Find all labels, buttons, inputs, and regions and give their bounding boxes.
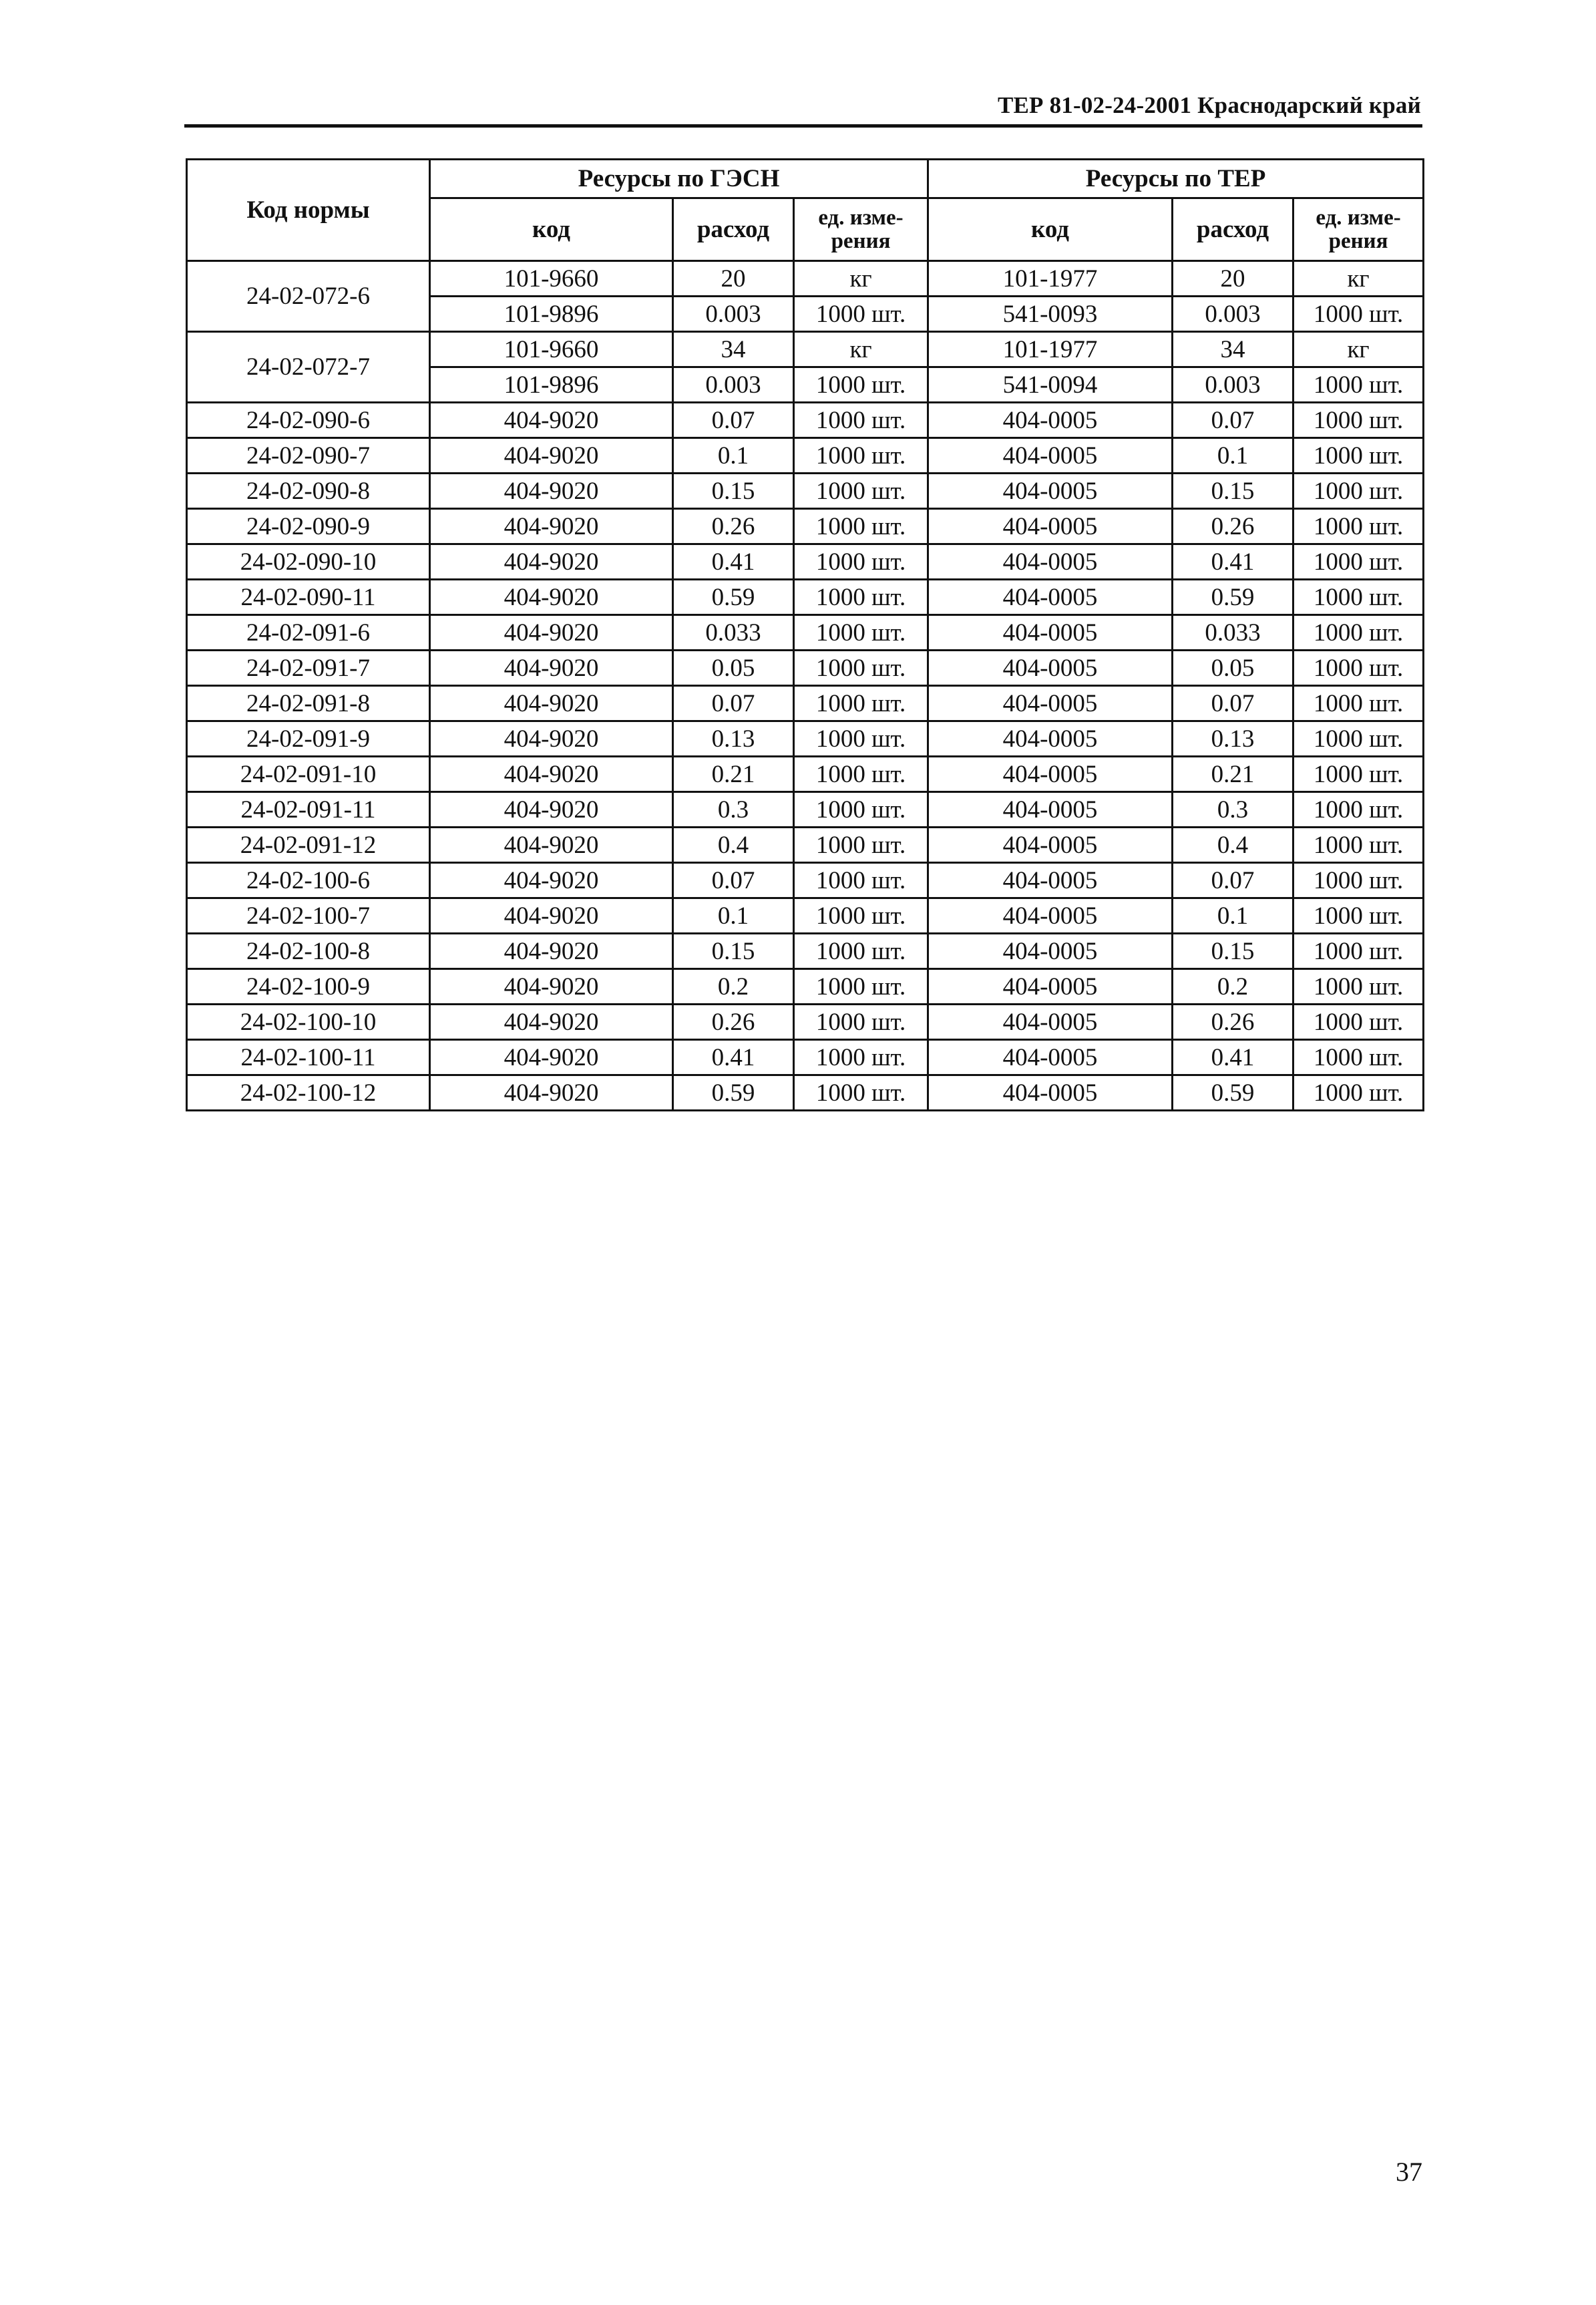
ter-unit-cell: 1000 шт. [1293, 792, 1424, 828]
gesn-unit-cell: 1000 шт. [794, 934, 928, 969]
gesn-code-cell: 404-9020 [430, 615, 673, 651]
ter-rate-cell: 0.59 [1173, 1075, 1293, 1111]
ter-unit-cell: кг [1293, 332, 1424, 367]
table-row [187, 934, 1424, 969]
ter-unit-cell: кг [1293, 261, 1424, 297]
table-row [187, 544, 1424, 580]
gesn-rate-cell: 0.26 [673, 509, 794, 544]
ter-rate-cell: 0.13 [1173, 721, 1293, 757]
gesn-code-cell: 404-9020 [430, 792, 673, 828]
gesn-rate-cell: 0.003 [673, 367, 794, 403]
gesn-unit-cell: 1000 шт. [794, 509, 928, 544]
ter-code-cell: 541-0093 [928, 297, 1173, 332]
ter-code-cell: 404-0005 [928, 1005, 1173, 1040]
gesn-rate-cell: 0.07 [673, 863, 794, 898]
gesn-unit-cell: 1000 шт. [794, 686, 928, 721]
gesn-unit-cell: 1000 шт. [794, 969, 928, 1005]
gesn-code-cell: 404-9020 [430, 509, 673, 544]
ter-rate-cell: 0.21 [1173, 757, 1293, 792]
table-row [187, 898, 1424, 934]
header-rule [184, 124, 1422, 128]
gesn-rate-cell: 34 [673, 332, 794, 367]
gesn-rate-cell: 0.59 [673, 1075, 794, 1111]
table-row [187, 509, 1424, 544]
ter-unit-cell: 1000 шт. [1293, 615, 1424, 651]
gesn-unit-cell: 1000 шт. [794, 757, 928, 792]
ter-code-cell: 404-0005 [928, 403, 1173, 438]
norm-code-cell: 24-02-090-11 [187, 580, 430, 615]
gesn-rate-cell: 20 [673, 261, 794, 297]
ter-rate-cell: 34 [1173, 332, 1293, 367]
table-row [187, 403, 1424, 438]
norm-code-cell: 24-02-100-9 [187, 969, 430, 1005]
ter-code-cell: 404-0005 [928, 686, 1173, 721]
ter-unit-cell: 1000 шт. [1293, 1075, 1424, 1111]
ter-code-cell: 404-0005 [928, 1040, 1173, 1075]
gesn-code-cell: 101-9660 [430, 261, 673, 297]
ter-code-cell: 404-0005 [928, 863, 1173, 898]
ter-code-cell: 404-0005 [928, 474, 1173, 509]
gesn-code-cell: 404-9020 [430, 934, 673, 969]
ter-code-cell: 404-0005 [928, 757, 1173, 792]
ter-code-cell: 404-0005 [928, 721, 1173, 757]
ter-code-cell: 404-0005 [928, 509, 1173, 544]
ter-code-cell: 404-0005 [928, 828, 1173, 863]
col-gesn-unit: ед. изме-рения [794, 198, 928, 261]
gesn-rate-cell: 0.13 [673, 721, 794, 757]
norm-code-cell: 24-02-072-7 [187, 332, 430, 403]
ter-rate-cell: 0.003 [1173, 297, 1293, 332]
gesn-code-cell: 404-9020 [430, 863, 673, 898]
ter-code-cell: 404-0005 [928, 898, 1173, 934]
gesn-unit-cell: 1000 шт. [794, 297, 928, 332]
gesn-code-cell: 404-9020 [430, 651, 673, 686]
gesn-code-cell: 404-9020 [430, 403, 673, 438]
ter-unit-cell: 1000 шт. [1293, 509, 1424, 544]
norm-code-cell: 24-02-091-11 [187, 792, 430, 828]
gesn-code-cell: 101-9896 [430, 297, 673, 332]
col-gesn-rate: расход [673, 198, 794, 261]
ter-unit-cell: 1000 шт. [1293, 438, 1424, 474]
table-row [187, 1075, 1424, 1111]
table-row [187, 1005, 1424, 1040]
ter-rate-cell: 0.1 [1173, 438, 1293, 474]
ter-rate-cell: 0.41 [1173, 544, 1293, 580]
norm-code-cell: 24-02-091-8 [187, 686, 430, 721]
col-ter-rate: расход [1173, 198, 1293, 261]
ter-code-cell: 404-0005 [928, 969, 1173, 1005]
ter-rate-cell: 0.3 [1173, 792, 1293, 828]
gesn-unit-cell: 1000 шт. [794, 474, 928, 509]
ter-code-cell: 404-0005 [928, 615, 1173, 651]
gesn-rate-cell: 0.15 [673, 934, 794, 969]
norm-code-cell: 24-02-090-6 [187, 403, 430, 438]
ter-unit-cell: 1000 шт. [1293, 297, 1424, 332]
col-ter-unit: ед. изме-рения [1293, 198, 1424, 261]
norm-code-cell: 24-02-090-10 [187, 544, 430, 580]
gesn-unit-cell: 1000 шт. [794, 651, 928, 686]
ter-rate-cell: 0.4 [1173, 828, 1293, 863]
ter-unit-cell: 1000 шт. [1293, 934, 1424, 969]
table-row [187, 828, 1424, 863]
norm-code-cell: 24-02-091-10 [187, 757, 430, 792]
gesn-rate-cell: 0.05 [673, 651, 794, 686]
table-row [187, 615, 1424, 651]
col-norm-code: Код нормы [187, 160, 430, 261]
ter-rate-cell: 0.15 [1173, 934, 1293, 969]
gesn-code-cell: 404-9020 [430, 1005, 673, 1040]
gesn-unit-cell: кг [794, 332, 928, 367]
ter-code-cell: 404-0005 [928, 651, 1173, 686]
table-row [187, 721, 1424, 757]
norm-code-cell: 24-02-091-12 [187, 828, 430, 863]
group-gesn: Ресурсы по ГЭСН [430, 160, 928, 198]
norm-code-cell: 24-02-090-7 [187, 438, 430, 474]
group-ter: Ресурсы по ТЕР [928, 160, 1424, 198]
ter-rate-cell: 0.07 [1173, 686, 1293, 721]
table-row [187, 1040, 1424, 1075]
ter-unit-cell: 1000 шт. [1293, 969, 1424, 1005]
gesn-code-cell: 404-9020 [430, 898, 673, 934]
col-ter-code: код [928, 198, 1173, 261]
ter-code-cell: 101-1977 [928, 261, 1173, 297]
table-row [187, 438, 1424, 474]
table-row [187, 969, 1424, 1005]
ter-unit-cell: 1000 шт. [1293, 757, 1424, 792]
gesn-unit-cell: 1000 шт. [794, 544, 928, 580]
gesn-code-cell: 404-9020 [430, 1075, 673, 1111]
norm-code-cell: 24-02-100-7 [187, 898, 430, 934]
norm-code-cell: 24-02-100-8 [187, 934, 430, 969]
gesn-unit-cell: 1000 шт. [794, 1005, 928, 1040]
norm-code-cell: 24-02-091-6 [187, 615, 430, 651]
table-row [187, 651, 1424, 686]
table-row [187, 863, 1424, 898]
gesn-code-cell: 404-9020 [430, 721, 673, 757]
table-row [187, 757, 1424, 792]
ter-unit-cell: 1000 шт. [1293, 686, 1424, 721]
gesn-rate-cell: 0.2 [673, 969, 794, 1005]
norm-code-cell: 24-02-100-12 [187, 1075, 430, 1111]
ter-rate-cell: 0.07 [1173, 403, 1293, 438]
gesn-rate-cell: 0.41 [673, 1040, 794, 1075]
norm-code-cell: 24-02-091-9 [187, 721, 430, 757]
gesn-code-cell: 404-9020 [430, 580, 673, 615]
table-row [187, 792, 1424, 828]
document-header: ТЕР 81-02-24-2001 Краснодарский край [997, 92, 1421, 118]
ter-rate-cell: 0.15 [1173, 474, 1293, 509]
table-row [187, 686, 1424, 721]
gesn-rate-cell: 0.41 [673, 544, 794, 580]
gesn-code-cell: 404-9020 [430, 438, 673, 474]
gesn-unit-cell: 1000 шт. [794, 1075, 928, 1111]
ter-unit-cell: 1000 шт. [1293, 403, 1424, 438]
ter-unit-cell: 1000 шт. [1293, 474, 1424, 509]
gesn-rate-cell: 0.07 [673, 686, 794, 721]
ter-code-cell: 404-0005 [928, 934, 1173, 969]
norm-code-cell: 24-02-100-6 [187, 863, 430, 898]
ter-rate-cell: 0.1 [1173, 898, 1293, 934]
norm-code-cell: 24-02-091-7 [187, 651, 430, 686]
table-row [187, 332, 1424, 367]
ter-code-cell: 404-0005 [928, 580, 1173, 615]
gesn-unit-cell: 1000 шт. [794, 580, 928, 615]
ter-code-cell: 404-0005 [928, 792, 1173, 828]
col-gesn-code: код [430, 198, 673, 261]
gesn-unit-cell: 1000 шт. [794, 438, 928, 474]
gesn-rate-cell: 0.1 [673, 898, 794, 934]
gesn-rate-cell: 0.3 [673, 792, 794, 828]
gesn-code-cell: 101-9896 [430, 367, 673, 403]
ter-rate-cell: 0.26 [1173, 1005, 1293, 1040]
gesn-unit-cell: 1000 шт. [794, 863, 928, 898]
gesn-rate-cell: 0.003 [673, 297, 794, 332]
gesn-unit-cell: 1000 шт. [794, 792, 928, 828]
ter-rate-cell: 0.59 [1173, 580, 1293, 615]
ter-code-cell: 404-0005 [928, 438, 1173, 474]
gesn-code-cell: 404-9020 [430, 544, 673, 580]
norm-code-cell: 24-02-090-8 [187, 474, 430, 509]
ter-code-cell: 404-0005 [928, 1075, 1173, 1111]
gesn-unit-cell: 1000 шт. [794, 367, 928, 403]
table-row [187, 261, 1424, 297]
gesn-unit-cell: 1000 шт. [794, 403, 928, 438]
ter-rate-cell: 0.2 [1173, 969, 1293, 1005]
ter-code-cell: 101-1977 [928, 332, 1173, 367]
gesn-rate-cell: 0.26 [673, 1005, 794, 1040]
gesn-rate-cell: 0.15 [673, 474, 794, 509]
gesn-code-cell: 101-9660 [430, 332, 673, 367]
gesn-rate-cell: 0.4 [673, 828, 794, 863]
ter-unit-cell: 1000 шт. [1293, 721, 1424, 757]
ter-unit-cell: 1000 шт. [1293, 898, 1424, 934]
norm-code-cell: 24-02-100-11 [187, 1040, 430, 1075]
gesn-unit-cell: 1000 шт. [794, 1040, 928, 1075]
ter-unit-cell: 1000 шт. [1293, 367, 1424, 403]
gesn-code-cell: 404-9020 [430, 757, 673, 792]
ter-rate-cell: 0.033 [1173, 615, 1293, 651]
gesn-rate-cell: 0.07 [673, 403, 794, 438]
gesn-unit-cell: 1000 шт. [794, 828, 928, 863]
gesn-code-cell: 404-9020 [430, 686, 673, 721]
gesn-unit-cell: кг [794, 261, 928, 297]
ter-unit-cell: 1000 шт. [1293, 544, 1424, 580]
gesn-rate-cell: 0.59 [673, 580, 794, 615]
ter-rate-cell: 20 [1173, 261, 1293, 297]
norm-code-cell: 24-02-090-9 [187, 509, 430, 544]
norm-code-cell: 24-02-072-6 [187, 261, 430, 332]
gesn-rate-cell: 0.1 [673, 438, 794, 474]
table-row [187, 474, 1424, 509]
table-row [187, 580, 1424, 615]
ter-rate-cell: 0.003 [1173, 367, 1293, 403]
gesn-rate-cell: 0.033 [673, 615, 794, 651]
gesn-code-cell: 404-9020 [430, 969, 673, 1005]
ter-rate-cell: 0.41 [1173, 1040, 1293, 1075]
gesn-code-cell: 404-9020 [430, 828, 673, 863]
ter-unit-cell: 1000 шт. [1293, 828, 1424, 863]
gesn-unit-cell: 1000 шт. [794, 721, 928, 757]
ter-code-cell: 404-0005 [928, 544, 1173, 580]
ter-code-cell: 541-0094 [928, 367, 1173, 403]
norm-code-cell: 24-02-100-10 [187, 1005, 430, 1040]
ter-rate-cell: 0.26 [1173, 509, 1293, 544]
ter-unit-cell: 1000 шт. [1293, 1005, 1424, 1040]
ter-unit-cell: 1000 шт. [1293, 651, 1424, 686]
table-body [187, 261, 1424, 1111]
ter-unit-cell: 1000 шт. [1293, 580, 1424, 615]
gesn-unit-cell: 1000 шт. [794, 898, 928, 934]
gesn-rate-cell: 0.21 [673, 757, 794, 792]
ter-rate-cell: 0.07 [1173, 863, 1293, 898]
resources-table [186, 158, 1424, 1111]
page-number: 37 [1396, 2157, 1422, 2187]
gesn-unit-cell: 1000 шт. [794, 615, 928, 651]
gesn-code-cell: 404-9020 [430, 1040, 673, 1075]
ter-unit-cell: 1000 шт. [1293, 863, 1424, 898]
gesn-code-cell: 404-9020 [430, 474, 673, 509]
ter-unit-cell: 1000 шт. [1293, 1040, 1424, 1075]
ter-rate-cell: 0.05 [1173, 651, 1293, 686]
